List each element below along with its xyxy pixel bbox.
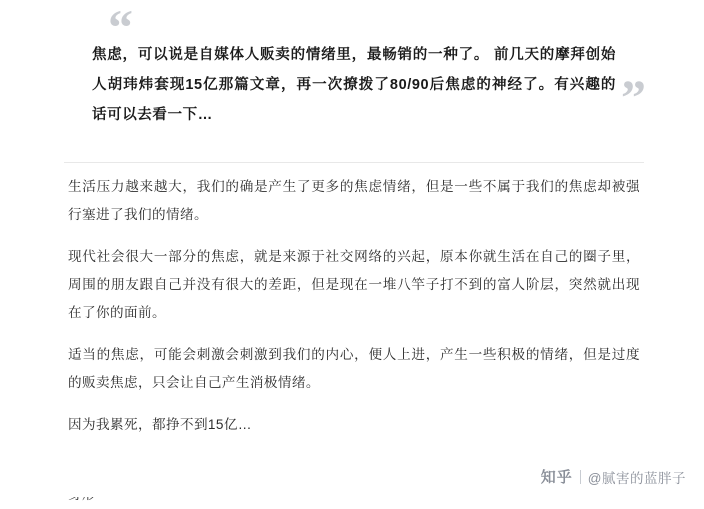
quote-close-icon: ” [621,69,646,125]
paragraph: 因为我累死，都挣不到15亿… [68,417,252,432]
watermark [541,466,686,487]
watermark-separator [580,470,581,484]
footer-bar [0,453,704,497]
paragraph: 现代社会很大一部分的焦虑，就是来源于社交网络的兴起，原本你就生活在自己的圈子里，周围的朋友跟自己并没有很大的差距，但是现在一堆八竿子打不到的富人阶层，突然就出现在了你的面前。 [68,249,640,320]
pull-quote-block [32,0,676,146]
author-handle: @腻害的蓝胖子 [587,470,686,486]
zhihu-logo: 知乎 [540,469,573,486]
quote-open-icon: “ [108,0,133,55]
pull-quote-text: 焦虑，可以说是自媒体人贩卖的情绪里，最畅销的一种了。 前几天的摩拜创始人胡玮炜套现15亿那篇文章，再一次撩拨了80/90后焦虑的神经了。有兴趣的话可以去看一下… [92,47,616,123]
paragraph: 适当的焦虑，可能会刺激会刺激到我们的内心，便人上进，产生一些积极的情绪，但是过度的贩卖焦虑，只会让自己产生消极情绪。 [68,347,640,390]
paragraph: 生活压力越来越大，我们的确是产生了更多的焦虑情绪，但是一些不属于我们的焦虑却被强行塞进了我们的情绪。 [68,179,640,222]
